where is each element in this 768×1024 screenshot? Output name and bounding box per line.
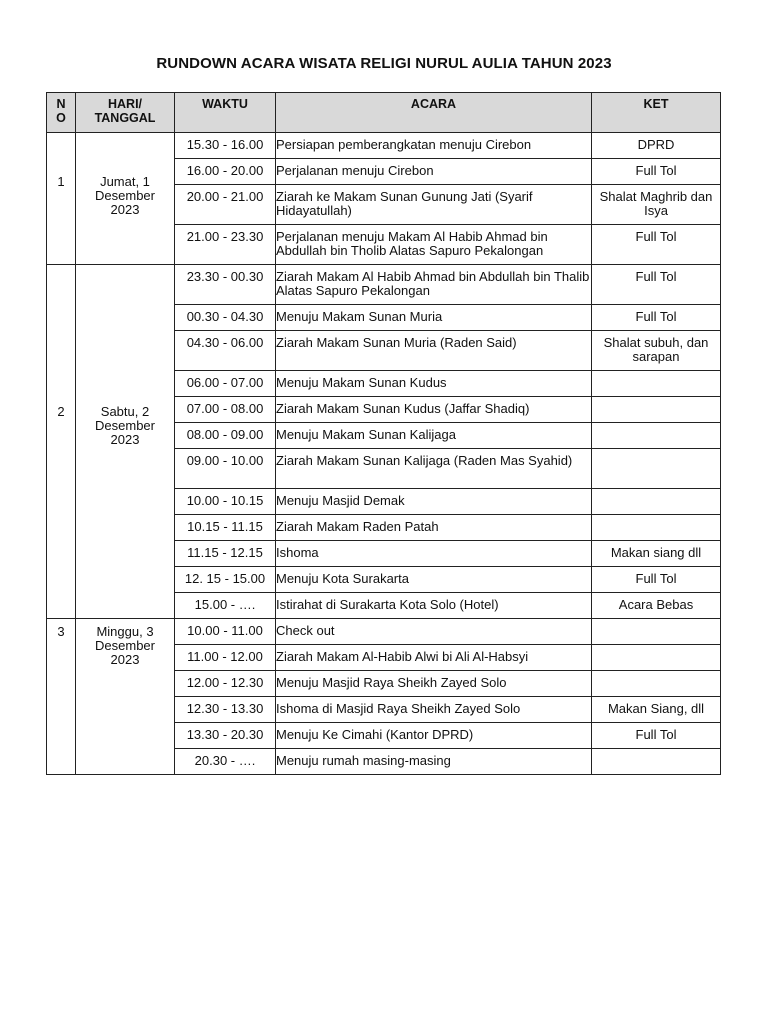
header-time: WAKTU	[175, 93, 276, 133]
time-cell: 00.30 - 04.30	[175, 305, 276, 331]
note-cell	[592, 423, 721, 449]
time-cell: 08.00 - 09.00	[175, 423, 276, 449]
note-cell: Full Tol	[592, 159, 721, 185]
note-cell: Acara Bebas	[592, 593, 721, 619]
note-cell: Makan Siang, dll	[592, 697, 721, 723]
time-cell: 16.00 - 20.00	[175, 159, 276, 185]
activity-cell: Menuju rumah masing-masing	[276, 749, 592, 775]
time-cell: 11.15 - 12.15	[175, 541, 276, 567]
activity-cell: Menuju Makam Sunan Kalijaga	[276, 423, 592, 449]
activity-cell: Ziarah Makam Al Habib Ahmad bin Abdullah bin Thalib Alatas Sapuro Pekalongan	[276, 265, 592, 305]
note-cell: Full Tol	[592, 567, 721, 593]
header-row	[47, 93, 721, 133]
time-cell: 06.00 - 07.00	[175, 371, 276, 397]
day-date: Minggu, 3 Desember 2023	[76, 619, 175, 775]
activity-cell: Check out	[276, 619, 592, 645]
note-cell	[592, 515, 721, 541]
activity-cell: Ishoma di Masjid Raya Sheikh Zayed Solo	[276, 697, 592, 723]
activity-cell: Menuju Ke Cimahi (Kantor DPRD)	[276, 723, 592, 749]
note-cell	[592, 397, 721, 423]
activity-cell: Menuju Makam Sunan Muria	[276, 305, 592, 331]
time-cell: 09.00 - 10.00	[175, 449, 276, 489]
note-cell: Makan siang dll	[592, 541, 721, 567]
page-title: RUNDOWN ACARA WISATA RELIGI NURUL AULIA TAHUN 2023	[156, 55, 612, 72]
activity-cell: Ziarah Makam Raden Patah	[276, 515, 592, 541]
day-date: Sabtu, 2 Desember 2023	[76, 265, 175, 619]
time-cell: 12.30 - 13.30	[175, 697, 276, 723]
activity-cell: Perjalanan menuju Cirebon	[276, 159, 592, 185]
activity-cell: Ziarah ke Makam Sunan Gunung Jati (Syarif Hidayatullah)	[276, 185, 592, 225]
time-cell: 10.00 - 10.15	[175, 489, 276, 515]
activity-cell: Ziarah Makam Sunan Kudus (Jaffar Shadiq)	[276, 397, 592, 423]
activity-cell: Perjalanan menuju Makam Al Habib Ahmad bin Abdullah bin Tholib Alatas Sapuro Pekalongan	[276, 225, 592, 265]
time-cell: 15.00 - ….	[175, 593, 276, 619]
time-cell: 07.00 - 08.00	[175, 397, 276, 423]
note-cell	[592, 449, 721, 489]
activity-cell: Ziarah Makam Sunan Kalijaga (Raden Mas Syahid)	[276, 449, 592, 489]
time-cell: 12.00 - 12.30	[175, 671, 276, 697]
time-cell: 21.00 - 23.30	[175, 225, 276, 265]
time-cell: 20.30 - ….	[175, 749, 276, 775]
note-cell	[592, 749, 721, 775]
day-number: 2	[47, 265, 76, 619]
note-cell: Full Tol	[592, 723, 721, 749]
day-number: 3	[47, 619, 76, 775]
activity-cell: Menuju Masjid Raya Sheikh Zayed Solo	[276, 671, 592, 697]
activity-cell: Menuju Masjid Demak	[276, 489, 592, 515]
time-cell: 13.30 - 20.30	[175, 723, 276, 749]
header-activity: ACARA	[276, 93, 592, 133]
activity-cell: Ziarah Makam Al-Habib Alwi bi Ali Al-Habsyi	[276, 645, 592, 671]
note-cell: Full Tol	[592, 225, 721, 265]
table-row	[47, 265, 721, 305]
note-cell: Shalat Maghrib dan Isya	[592, 185, 721, 225]
day-number: 1	[47, 133, 76, 265]
time-cell: 10.15 - 11.15	[175, 515, 276, 541]
rundown-table	[46, 92, 721, 775]
note-cell: DPRD	[592, 133, 721, 159]
note-cell	[592, 371, 721, 397]
activity-cell: Ishoma	[276, 541, 592, 567]
note-cell	[592, 489, 721, 515]
day-date: Jumat, 1 Desember 2023	[76, 133, 175, 265]
activity-cell: Istirahat di Surakarta Kota Solo (Hotel)	[276, 593, 592, 619]
time-cell: 04.30 - 06.00	[175, 331, 276, 371]
table-row	[47, 133, 721, 159]
note-cell	[592, 645, 721, 671]
note-cell: Full Tol	[592, 305, 721, 331]
time-cell: 12. 15 - 15.00	[175, 567, 276, 593]
header-no: NO	[47, 93, 76, 133]
activity-cell: Persiapan pemberangkatan menuju Cirebon	[276, 133, 592, 159]
note-cell	[592, 619, 721, 645]
time-cell: 15.30 - 16.00	[175, 133, 276, 159]
note-cell	[592, 671, 721, 697]
activity-cell: Ziarah Makam Sunan Muria (Raden Said)	[276, 331, 592, 371]
activity-cell: Menuju Makam Sunan Kudus	[276, 371, 592, 397]
table-row	[47, 619, 721, 645]
note-cell: Full Tol	[592, 265, 721, 305]
time-cell: 23.30 - 00.30	[175, 265, 276, 305]
time-cell: 20.00 - 21.00	[175, 185, 276, 225]
header-day: HARI/ TANGGAL	[76, 93, 175, 133]
note-cell: Shalat subuh, dan sarapan	[592, 331, 721, 371]
time-cell: 11.00 - 12.00	[175, 645, 276, 671]
time-cell: 10.00 - 11.00	[175, 619, 276, 645]
activity-cell: Menuju Kota Surakarta	[276, 567, 592, 593]
header-note: KET	[592, 93, 721, 133]
